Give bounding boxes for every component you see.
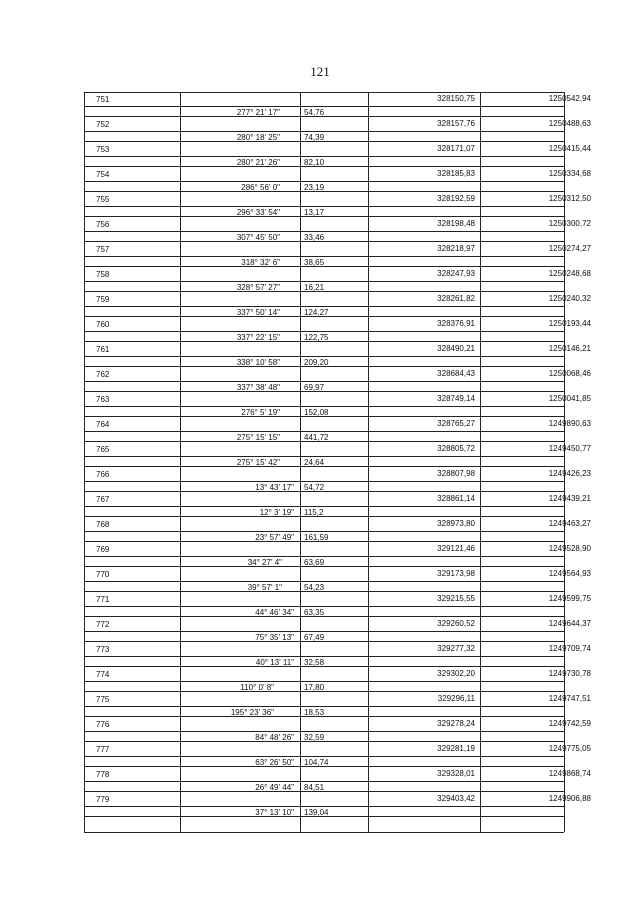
- coordinate-x: 328805,72: [437, 444, 475, 453]
- bearing-angle: 337° 50' 14": [236, 307, 280, 317]
- bearing-angle: 13° 43' 17": [255, 482, 294, 492]
- column-divider: [480, 92, 481, 832]
- column-divider: [300, 92, 301, 832]
- point-id: 770: [96, 570, 110, 579]
- bearing-angle: 337° 22' 15": [236, 332, 280, 342]
- coordinate-y: 1249644,37: [548, 619, 591, 628]
- coordinate-x: 328198,48: [437, 219, 475, 228]
- point-id: 757: [96, 245, 110, 254]
- bearing-angle: 328° 57' 27": [236, 282, 280, 292]
- coordinate-y: 1249730,78: [548, 669, 591, 678]
- bearing-angle: 195° 23' 36": [230, 707, 274, 717]
- bearing-angle: 338° 10' 58": [236, 357, 280, 367]
- point-id: 753: [96, 145, 110, 154]
- coordinate-y: 1249868,74: [548, 769, 591, 778]
- column-divider: [368, 92, 369, 832]
- segment-distance: 115,2: [304, 507, 324, 517]
- segment-distance: 124,27: [304, 307, 329, 317]
- coordinate-y: 1250193,44: [548, 319, 591, 328]
- row-divider: [84, 516, 564, 517]
- segment-distance: 13,17: [304, 207, 325, 217]
- bearing-angle: 26° 49' 44": [255, 782, 294, 792]
- coordinate-x: 328171,07: [437, 144, 475, 153]
- coordinate-y: 1250274,27: [548, 244, 591, 253]
- segment-distance: 23,19: [304, 182, 325, 192]
- coordinate-x: 329215,55: [437, 594, 475, 603]
- column-divider: [180, 92, 181, 832]
- bearing-angle: 44° 46' 34": [255, 607, 294, 617]
- table-border: [84, 832, 564, 833]
- segment-distance: 38,65: [304, 257, 325, 267]
- coordinate-x: 329328,01: [437, 769, 475, 778]
- coordinate-x: 329173,98: [437, 569, 475, 578]
- point-id: 767: [96, 495, 110, 504]
- bearing-angle: 275° 15' 15": [236, 432, 280, 442]
- coordinate-x: 328765,27: [437, 419, 475, 428]
- bearing-angle: 63° 26' 50": [255, 757, 294, 767]
- coordinate-x: 328749,14: [437, 394, 475, 403]
- coordinate-y: 1250488,63: [548, 119, 591, 128]
- coordinate-x: 328261,82: [437, 294, 475, 303]
- coordinate-y: 1250248,68: [548, 269, 591, 278]
- point-id: 778: [96, 770, 110, 779]
- bearing-angle: 280° 21' 26": [236, 157, 280, 167]
- coordinate-x: 329296,11: [437, 694, 475, 703]
- segment-distance: 63,69: [304, 557, 325, 567]
- bearing-angle: 37° 13' 10": [255, 807, 294, 817]
- segment-distance: 69,97: [304, 382, 325, 392]
- segment-distance: 17,80: [304, 682, 325, 692]
- coordinate-y: 1250300,72: [548, 219, 591, 228]
- point-id: 774: [96, 670, 110, 679]
- bearing-angle: 307° 45' 50": [236, 232, 280, 242]
- coordinate-x: 329278,24: [437, 719, 475, 728]
- point-id: 760: [96, 320, 110, 329]
- bearing-angle: 280° 18' 25": [236, 132, 280, 142]
- coordinate-y: 1249906,88: [548, 794, 591, 803]
- point-id: 773: [96, 645, 110, 654]
- bearing-angle: 110° 0' 8": [240, 682, 274, 692]
- coordinate-y: 1250146,21: [548, 344, 591, 353]
- point-id: 765: [96, 445, 110, 454]
- point-id: 775: [96, 695, 110, 704]
- coordinate-y: 1249709,74: [548, 644, 591, 653]
- point-id: 769: [96, 545, 110, 554]
- coordinate-y: 1250334,68: [548, 169, 591, 178]
- segment-distance: 139,04: [304, 807, 329, 817]
- point-id: 777: [96, 745, 110, 754]
- coordinate-y: 1249747,51: [548, 694, 591, 703]
- point-id: 763: [96, 395, 110, 404]
- point-id: 755: [96, 195, 110, 204]
- bearing-angle: 40° 13' 11": [255, 657, 294, 667]
- segment-distance: 209,20: [304, 357, 329, 367]
- coordinate-y: 1250542,94: [548, 94, 591, 103]
- coordinate-y: 1249528,90: [548, 544, 591, 553]
- bearing-angle: 23° 57' 49": [255, 532, 294, 542]
- segment-distance: 104,74: [304, 757, 329, 767]
- point-id: 779: [96, 795, 110, 804]
- point-id: 762: [96, 370, 110, 379]
- point-id: 758: [96, 270, 110, 279]
- coordinate-x: 328861,14: [437, 494, 475, 503]
- point-id: 768: [96, 520, 110, 529]
- coordinate-x: 329281,19: [437, 744, 475, 753]
- coordinate-x: 328973,80: [437, 519, 475, 528]
- bearing-angle: 277° 21' 17": [236, 107, 280, 117]
- coordinate-y: 1249599,75: [548, 594, 591, 603]
- coordinate-y: 1249890,63: [548, 419, 591, 428]
- point-id: 759: [96, 295, 110, 304]
- coordinate-x: 329302,20: [437, 669, 475, 678]
- segment-distance: 32,58: [304, 657, 325, 667]
- bearing-angle: 296° 33' 54": [236, 207, 280, 217]
- coordinate-y: 1250415,44: [548, 144, 591, 153]
- bearing-angle: 39° 57' 1": [247, 582, 282, 592]
- segment-distance: 67,49: [304, 632, 325, 642]
- segment-distance: 63,35: [304, 607, 325, 617]
- segment-distance: 54,23: [304, 582, 325, 592]
- segment-distance: 441,72: [304, 432, 329, 442]
- coordinate-y: 1249426,23: [548, 469, 591, 478]
- segment-distance: 152,08: [304, 407, 329, 417]
- coordinate-x: 328247,93: [437, 269, 475, 278]
- coordinate-x: 329403,42: [437, 794, 475, 803]
- coordinate-y: 1250312,50: [548, 194, 591, 203]
- point-id: 756: [96, 220, 110, 229]
- coordinate-x: 328376,91: [437, 319, 475, 328]
- coordinate-y: 1249463,27: [548, 519, 591, 528]
- coordinate-y: 1249775,05: [548, 744, 591, 753]
- coordinate-y: 1249742,59: [548, 719, 591, 728]
- segment-distance: 33,46: [304, 232, 325, 242]
- coordinate-y: 1249450,77: [548, 444, 591, 453]
- point-id: 754: [96, 170, 110, 179]
- point-id: 776: [96, 720, 110, 729]
- coordinate-y: 1249439,21: [548, 494, 591, 503]
- segment-distance: 74,39: [304, 132, 325, 142]
- segment-distance: 18,53: [304, 707, 325, 717]
- segment-distance: 122,75: [304, 332, 329, 342]
- bearing-angle: 12° 3' 19": [259, 507, 294, 517]
- coordinate-x: 328157,76: [437, 119, 475, 128]
- point-id: 761: [96, 345, 110, 354]
- coordinate-x: 328490,21: [437, 344, 475, 353]
- page-number: 121: [310, 64, 330, 79]
- coordinate-x: 328684,43: [437, 369, 475, 378]
- segment-distance: 84,51: [304, 782, 325, 792]
- coordinate-x: 329277,32: [437, 644, 475, 653]
- bearing-angle: 34° 27' 4": [247, 557, 282, 567]
- bearing-angle: 318° 32' 6": [241, 257, 280, 267]
- point-id: 772: [96, 620, 110, 629]
- segment-distance: 54,76: [304, 107, 325, 117]
- coordinate-x: 329260,52: [437, 619, 475, 628]
- bearing-angle: 275° 15' 42": [236, 457, 280, 467]
- segment-distance: 82,10: [304, 157, 325, 167]
- bearing-angle: 84° 48' 26": [255, 732, 294, 742]
- coordinate-y: 1250068,46: [548, 369, 591, 378]
- segment-distance: 16,21: [304, 282, 325, 292]
- coordinate-y: 1249564,93: [548, 569, 591, 578]
- coordinates-table: [84, 92, 591, 832]
- coordinate-x: 328218,97: [437, 244, 475, 253]
- coordinate-x: 328192,59: [437, 194, 475, 203]
- point-id: 751: [96, 95, 110, 104]
- coordinate-y: 1250240,32: [548, 294, 591, 303]
- segment-distance: 32,59: [304, 732, 325, 742]
- bearing-angle: 286° 56' 0": [241, 182, 280, 192]
- coordinate-y: 1250041,85: [548, 394, 591, 403]
- point-id: 771: [96, 595, 110, 604]
- coordinate-x: 328807,98: [437, 469, 475, 478]
- column-divider: [84, 92, 85, 832]
- point-id: 752: [96, 120, 110, 129]
- segment-distance: 161,59: [304, 532, 329, 542]
- table-border: [84, 92, 564, 93]
- segment-distance: 54,72: [304, 482, 325, 492]
- bearing-angle: 75° 35' 13": [255, 632, 294, 642]
- coordinate-x: 328150,75: [437, 94, 475, 103]
- row-divider: [84, 506, 564, 507]
- point-id: 766: [96, 470, 110, 479]
- coordinate-x: 329121,46: [437, 544, 475, 553]
- bearing-angle: 276° 5' 19": [241, 407, 280, 417]
- bearing-angle: 337° 38' 48": [236, 382, 280, 392]
- coordinate-x: 328185,83: [437, 169, 475, 178]
- segment-distance: 24,64: [304, 457, 325, 467]
- point-id: 764: [96, 420, 110, 429]
